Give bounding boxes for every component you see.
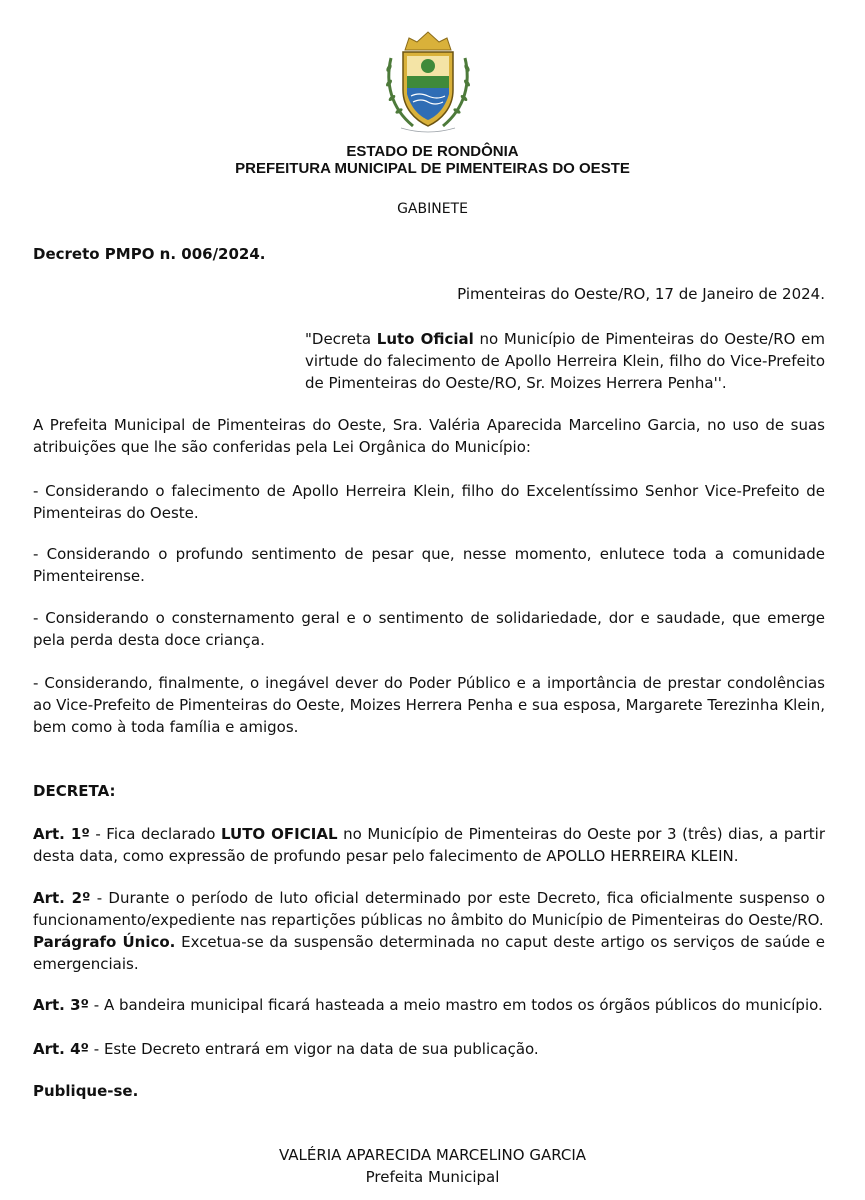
considerando-2: - Considerando o profundo sentimento de pesar que, nesse momento, enlutece toda a comunidade Pimenteirense. [33,545,825,585]
article-label: Art. 2º [33,889,91,907]
article-text: - Fica declarado [89,825,221,843]
ementa-bold: Luto Oficial [376,330,474,348]
article-text: no Município de Pimenteiras do Oeste por 3 (três) dias, a partir desta data, como expressão de profundo pesar pelo falecimento de APOLLO HERREIRA KLEIN. [33,825,826,865]
article-label: Art. 3º [33,996,89,1014]
decreta-heading: DECRETA: [33,782,116,800]
ementa-text: "Decreta [305,330,377,348]
department-heading: GABINETE [397,201,468,217]
considerando-4: - Considerando, finalmente, o inegável dever do Poder Público e a importância de prestar condolências ao Vice-Prefeito de Pimenteiras do Oeste, Moizes Herrera Penha e sua esposa, Margarete Terezinha Klein, bem como à toda família e amigos. [33,674,825,736]
considerando-3: - Considerando o consternamento geral e o sentimento de solidariedade, dor e saudade, que emerge pela perda desta doce criança. [33,609,825,649]
publique-se: Publique-se. [33,1082,139,1100]
article-text: - A bandeira municipal ficará hasteada a meio mastro em todos os órgãos públicos do município. [89,996,823,1014]
preamble: A Prefeita Municipal de Pimenteiras do Oeste, Sra. Valéria Aparecida Marcelino Garcia, no uso de suas atribuições que lhe são conferidas pela Lei Orgânica do Município: [33,416,825,456]
article-label: Art. 1º [33,825,90,843]
decree-number: Decreto PMPO n. 006/2024. [33,245,266,263]
prefecture-heading: PREFEITURA MUNICIPAL DE PIMENTEIRAS DO OESTE [235,160,630,177]
paragraph-label: Parágrafo Único. [33,933,176,951]
ementa [305,328,825,394]
article-bold: LUTO OFICIAL [220,825,338,843]
signatory-title: Prefeita Municipal [365,1168,500,1186]
article-text: - Este Decreto entrará em vigor na data de sua publicação. [89,1040,539,1058]
considerando-1: - Considerando o falecimento de Apollo Herreira Klein, filho do Excelentíssimo Senhor Vice-Prefeito de Pimenteiras do Oeste. [33,482,825,522]
article-2 [33,887,825,975]
article-1 [33,823,825,867]
ementa-text: no Município de Pimenteiras do Oeste/RO em virtude do falecimento de Apollo Herreira Klein, filho do Vice-Prefeito de Pimenteiras do Oeste/RO, Sr. Moizes Herrera Penha''. [305,330,825,392]
paragraph-text: Excetua-se da suspensão determinada no caput deste artigo os serviços de saúde e emergenciais. [33,933,825,973]
article-label: Art. 4º [33,1040,89,1058]
article-3 [33,994,825,1016]
article-text: - Durante o período de luto oficial determinado por este Decreto, fica oficialmente suspenso o funcionamento/expediente nas repartições públicas no âmbito do Município de Pimenteiras do Oeste/RO. [33,889,825,929]
state-heading: ESTADO DE RONDÔNIA [346,143,519,160]
place-date: Pimenteiras do Oeste/RO, 17 de Janeiro de 2024. [457,285,825,303]
signatory-name: VALÉRIA APARECIDA MARCELINO GARCIA [278,1146,587,1164]
municipal-coat-of-arms-icon [383,28,473,138]
article-4 [33,1038,825,1060]
